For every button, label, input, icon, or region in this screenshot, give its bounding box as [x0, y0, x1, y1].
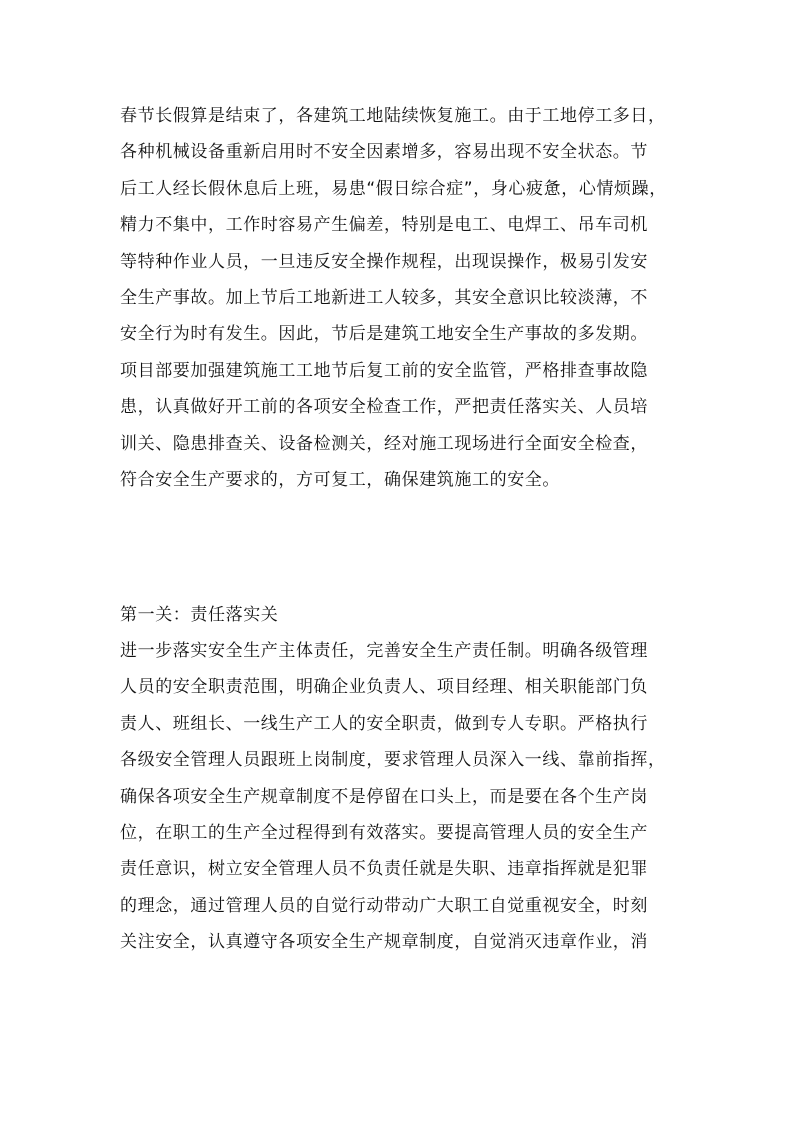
paragraph-line: 训关、隐患排查关、设备检测关，经对施工现场进行全面安全检查， [120, 433, 648, 454]
paragraph-line: 安全行为时有发生。因此，节后是建筑工地安全生产事故的多发期。 [120, 324, 648, 345]
paragraph-line: 的理念，通过管理人员的自觉行动带动广大职工自觉重视安全，时刻 [120, 895, 648, 916]
paragraph-line: 关注安全，认真遵守各项安全生产规章制度，自觉消灭违章作业，消 [120, 932, 648, 953]
section-heading [120, 597, 680, 633]
paragraph-line: 患，认真做好开工前的各项安全检查工作，严把责任落实关、人员培 [120, 397, 648, 418]
paragraph-line: 人员的安全职责范围，明确企业负责人、项目经理、相关职能部门负 [120, 677, 648, 698]
paragraph-line: 位，在职工的生产全过程得到有效落实。要提高管理人员的安全生产 [120, 823, 648, 844]
paragraph-line: 春节长假算是结束了，各建筑工地陆续恢复施工。由于工地停工多日， [120, 106, 666, 126]
paragraph-line: 进一步落实安全生产主体责任，完善安全生产责任制。明确各级管理 [120, 641, 648, 661]
section-paragraph [120, 633, 680, 961]
paragraph-line: 精力不集中，工作时容易产生偏差，特别是电工、电焊工、吊车司机 [120, 215, 648, 236]
paragraph-line: 符合安全生产要求的，方可复工，确保建筑施工的安全。 [120, 470, 560, 491]
paragraph-line: 各种机械设备重新启用时不安全因素增多，容易出现不安全状态。节 [120, 142, 648, 163]
paragraph-line: 各级安全管理人员跟班上岗制度，要求管理人员深入一线、靠前指挥， [120, 750, 666, 771]
section-heading-text: 第一关：责任落实关 [120, 605, 279, 625]
paragraph-line: 责人、班组长、一线生产工人的安全职责，做到专人专职。严格执行 [120, 713, 648, 734]
paragraph-line: 项目部要加强建筑施工工地节后复工前的安全监管，严格排查事故隐 [120, 360, 648, 381]
paragraph-line: 等特种作业人员，一旦违反安全操作规程，出现误操作，极易引发安 [120, 251, 648, 272]
intro-paragraph [120, 98, 680, 498]
paragraph-line: 确保各项安全生产规章制度不是停留在口头上，而是要在各个生产岗 [120, 786, 648, 807]
paragraph-line: 全生产事故。加上节后工地新进工人较多，其安全意识比较淡薄，不 [120, 288, 648, 309]
paragraph-line: 后工人经长假休息后上班，易患“假日综合症”，身心疲惫，心情烦躁， [120, 178, 667, 199]
paragraph-line: 责任意识，树立安全管理人员不负责任就是失职、违章指挥就是犯罪 [120, 859, 648, 880]
